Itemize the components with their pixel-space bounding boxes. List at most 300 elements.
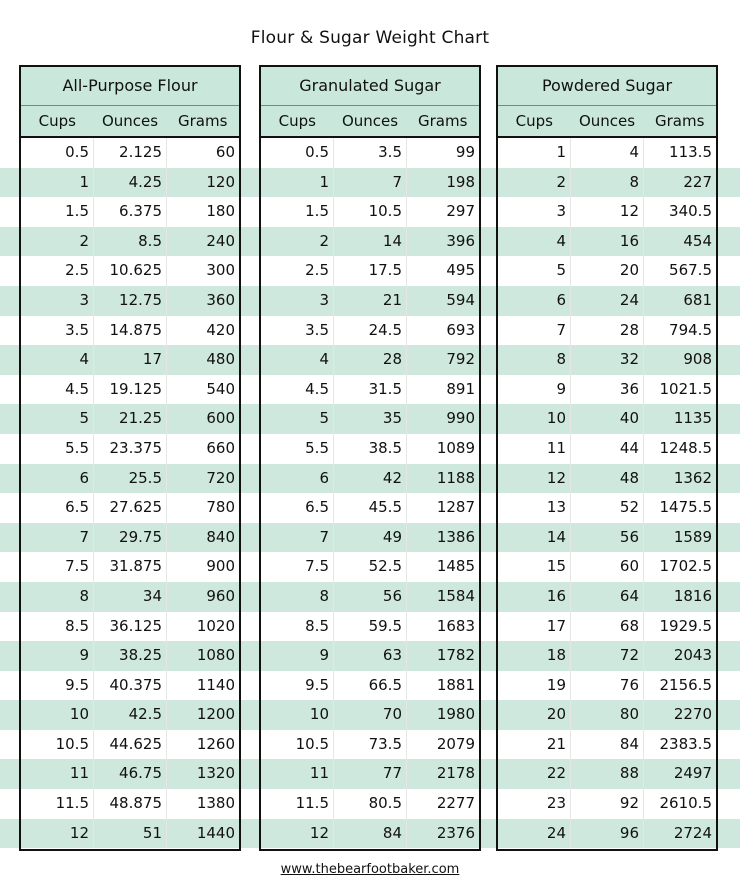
cell-grams: 1980 xyxy=(436,705,475,724)
cell-ounces: 38.25 xyxy=(94,641,167,671)
cell-grams: 540 xyxy=(206,379,235,398)
cell-grams: 1260 xyxy=(196,734,235,753)
table-header xyxy=(261,67,479,138)
cell-grams: 600 xyxy=(206,409,235,428)
cell-grams: 240 xyxy=(206,231,235,250)
cell-ounces: 56 xyxy=(334,582,407,612)
table-row xyxy=(21,434,239,464)
cell-cups: 15 xyxy=(498,552,571,582)
cell-cups: 22 xyxy=(498,759,571,789)
cell-cups: 2.5 xyxy=(261,256,334,286)
cell-cups: 13 xyxy=(498,493,571,523)
table-powdered-sugar xyxy=(496,65,718,851)
cell-cups: 21 xyxy=(498,730,571,760)
cell-ounces: 84 xyxy=(571,730,644,760)
cell-cups: 12 xyxy=(498,464,571,494)
table-body xyxy=(498,138,716,848)
cell-cups: 5.5 xyxy=(261,434,334,464)
cell-cups: 11.5 xyxy=(21,789,94,819)
cell-cups: 8 xyxy=(21,582,94,612)
table-row xyxy=(498,404,716,434)
column-headers xyxy=(21,106,239,137)
cell-ounces: 28 xyxy=(571,316,644,346)
column-headers xyxy=(498,106,716,137)
table-row xyxy=(21,641,239,671)
cell-ounces: 21 xyxy=(334,286,407,316)
cell-grams: 454 xyxy=(683,231,712,250)
cell-ounces: 44.625 xyxy=(94,730,167,760)
cell-cups: 6 xyxy=(21,464,94,494)
cell-cups: 12 xyxy=(21,819,94,849)
cell-grams: 1140 xyxy=(196,675,235,694)
cell-cups: 9.5 xyxy=(261,671,334,701)
table-row xyxy=(498,345,716,375)
cell-ounces: 40 xyxy=(571,404,644,434)
cell-cups: 11.5 xyxy=(261,789,334,819)
cell-ounces: 17.5 xyxy=(334,256,407,286)
cell-ounces: 24 xyxy=(571,286,644,316)
cell-grams: 113.5 xyxy=(669,143,712,161)
column-header-ounces: Ounces xyxy=(578,112,636,130)
cell-cups: 2 xyxy=(21,227,94,257)
cell-cups: 7 xyxy=(21,523,94,553)
cell-ounces: 17 xyxy=(94,345,167,375)
cell-grams: 567.5 xyxy=(669,261,712,280)
table-row xyxy=(21,197,239,227)
table-row xyxy=(21,612,239,642)
cell-cups: 7.5 xyxy=(21,552,94,582)
cell-ounces: 3.5 xyxy=(334,138,407,168)
cell-ounces: 2.125 xyxy=(94,138,167,168)
table-row xyxy=(498,256,716,286)
cell-ounces: 64 xyxy=(571,582,644,612)
column-header-grams: Grams xyxy=(177,112,228,130)
table-row xyxy=(498,612,716,642)
table-title: All-Purpose Flour xyxy=(21,67,239,106)
cell-grams: 1135 xyxy=(673,409,712,428)
cell-cups: 10 xyxy=(261,700,334,730)
table-header xyxy=(498,67,716,138)
cell-ounces: 80.5 xyxy=(334,789,407,819)
cell-ounces: 49 xyxy=(334,523,407,553)
table-title: Powdered Sugar xyxy=(498,67,716,106)
cell-ounces: 35 xyxy=(334,404,407,434)
cell-cups: 3.5 xyxy=(261,316,334,346)
cell-grams: 300 xyxy=(206,261,235,280)
cell-grams: 1881 xyxy=(436,675,475,694)
footer xyxy=(0,862,740,877)
column-header-ounces: Ounces xyxy=(101,112,159,130)
cell-grams: 681 xyxy=(683,290,712,309)
cell-grams: 2270 xyxy=(673,705,712,724)
website-link[interactable]: www.thebearfootbaker.com xyxy=(280,862,460,877)
cell-ounces: 10.625 xyxy=(94,256,167,286)
table-row xyxy=(261,641,479,671)
table-row xyxy=(261,286,479,316)
table-row xyxy=(498,168,716,198)
cell-grams: 1440 xyxy=(196,823,235,842)
table-row xyxy=(261,375,479,405)
table-row xyxy=(261,759,479,789)
table-row xyxy=(498,227,716,257)
cell-grams: 396 xyxy=(446,231,475,250)
table-row xyxy=(21,819,239,849)
table-row xyxy=(21,582,239,612)
table-row xyxy=(498,434,716,464)
cell-grams: 990 xyxy=(446,409,475,428)
cell-ounces: 27.625 xyxy=(94,493,167,523)
cell-grams: 360 xyxy=(206,290,235,309)
cell-ounces: 72 xyxy=(571,641,644,671)
table-row xyxy=(261,464,479,494)
cell-cups: 17 xyxy=(498,612,571,642)
table-row xyxy=(261,700,479,730)
table-body xyxy=(21,138,239,848)
table-row xyxy=(261,730,479,760)
cell-cups: 7.5 xyxy=(261,552,334,582)
cell-grams: 340.5 xyxy=(669,202,712,221)
cell-ounces: 84 xyxy=(334,819,407,849)
cell-grams: 227 xyxy=(683,172,712,191)
cell-cups: 10 xyxy=(21,700,94,730)
cell-cups: 10 xyxy=(498,404,571,434)
table-row xyxy=(21,404,239,434)
cell-cups: 8.5 xyxy=(21,612,94,642)
cell-ounces: 52.5 xyxy=(334,552,407,582)
cell-grams: 1475.5 xyxy=(659,498,712,517)
cell-grams: 1021.5 xyxy=(659,379,712,398)
cell-cups: 2 xyxy=(261,227,334,257)
cell-cups: 14 xyxy=(498,523,571,553)
cell-ounces: 73.5 xyxy=(334,730,407,760)
table-row xyxy=(261,316,479,346)
column-header-grams: Grams xyxy=(654,112,705,130)
table-row xyxy=(498,819,716,849)
cell-ounces: 8.5 xyxy=(94,227,167,257)
cell-cups: 4 xyxy=(261,345,334,375)
table-row xyxy=(21,523,239,553)
cell-ounces: 92 xyxy=(571,789,644,819)
cell-cups: 18 xyxy=(498,641,571,671)
cell-grams: 60 xyxy=(215,143,235,161)
cell-grams: 297 xyxy=(446,202,475,221)
table-row xyxy=(498,197,716,227)
cell-cups: 16 xyxy=(498,582,571,612)
cell-cups: 3 xyxy=(261,286,334,316)
cell-cups: 5 xyxy=(21,404,94,434)
table-row xyxy=(498,493,716,523)
cell-cups: 20 xyxy=(498,700,571,730)
column-header-cups: Cups xyxy=(515,112,553,130)
column-header-cups: Cups xyxy=(38,112,76,130)
cell-grams: 1929.5 xyxy=(659,616,712,635)
cell-grams: 1816 xyxy=(673,586,712,605)
cell-cups: 8.5 xyxy=(261,612,334,642)
table-row xyxy=(261,671,479,701)
cell-grams: 2724 xyxy=(673,823,712,842)
table-row xyxy=(261,404,479,434)
cell-ounces: 48 xyxy=(571,464,644,494)
column-header-ounces: Ounces xyxy=(341,112,399,130)
cell-ounces: 6.375 xyxy=(94,197,167,227)
table-row xyxy=(261,197,479,227)
table-row xyxy=(261,789,479,819)
cell-grams: 891 xyxy=(446,379,475,398)
cell-grams: 1380 xyxy=(196,794,235,813)
cell-cups: 3.5 xyxy=(21,316,94,346)
cell-cups: 4.5 xyxy=(261,375,334,405)
table-row xyxy=(21,700,239,730)
cell-ounces: 63 xyxy=(334,641,407,671)
cell-grams: 1386 xyxy=(436,527,475,546)
table-row xyxy=(21,464,239,494)
cell-ounces: 36.125 xyxy=(94,612,167,642)
cell-cups: 7 xyxy=(261,523,334,553)
cell-ounces: 19.125 xyxy=(94,375,167,405)
table-row xyxy=(21,375,239,405)
cell-cups: 5.5 xyxy=(21,434,94,464)
table-row xyxy=(498,730,716,760)
cell-grams: 840 xyxy=(206,527,235,546)
cell-grams: 1287 xyxy=(436,498,475,517)
column-header-cups: Cups xyxy=(278,112,316,130)
cell-ounces: 7 xyxy=(334,168,407,198)
cell-grams: 1188 xyxy=(436,468,475,487)
cell-ounces: 23.375 xyxy=(94,434,167,464)
cell-cups: 6.5 xyxy=(21,493,94,523)
cell-grams: 2610.5 xyxy=(659,794,712,813)
table-row xyxy=(21,316,239,346)
cell-grams: 495 xyxy=(446,261,475,280)
table-row xyxy=(261,819,479,849)
cell-grams: 1485 xyxy=(436,557,475,576)
table-row xyxy=(498,789,716,819)
cell-cups: 1 xyxy=(261,168,334,198)
cell-cups: 5 xyxy=(261,404,334,434)
table-row xyxy=(261,138,479,168)
table-row xyxy=(21,671,239,701)
table-row xyxy=(498,316,716,346)
cell-ounces: 24.5 xyxy=(334,316,407,346)
table-row xyxy=(498,138,716,168)
cell-cups: 8 xyxy=(498,345,571,375)
cell-cups: 1 xyxy=(498,138,571,168)
cell-grams: 420 xyxy=(206,320,235,339)
cell-cups: 7 xyxy=(498,316,571,346)
cell-cups: 1 xyxy=(21,168,94,198)
table-body xyxy=(261,138,479,848)
cell-ounces: 60 xyxy=(571,552,644,582)
table-row xyxy=(21,552,239,582)
column-header-grams: Grams xyxy=(417,112,468,130)
cell-cups: 23 xyxy=(498,789,571,819)
cell-cups: 19 xyxy=(498,671,571,701)
cell-ounces: 21.25 xyxy=(94,404,167,434)
table-header xyxy=(21,67,239,138)
cell-cups: 9 xyxy=(498,375,571,405)
cell-grams: 99 xyxy=(455,143,475,161)
table-row xyxy=(261,227,479,257)
cell-grams: 2079 xyxy=(436,734,475,753)
cell-ounces: 88 xyxy=(571,759,644,789)
cell-grams: 780 xyxy=(206,498,235,517)
table-row xyxy=(261,256,479,286)
cell-grams: 2376 xyxy=(436,823,475,842)
cell-ounces: 4 xyxy=(571,138,644,168)
cell-ounces: 76 xyxy=(571,671,644,701)
cell-cups: 6 xyxy=(498,286,571,316)
cell-cups: 6 xyxy=(261,464,334,494)
cell-cups: 5 xyxy=(498,256,571,286)
cell-ounces: 4.25 xyxy=(94,168,167,198)
cell-ounces: 68 xyxy=(571,612,644,642)
cell-grams: 1320 xyxy=(196,764,235,783)
table-row xyxy=(498,464,716,494)
cell-grams: 794.5 xyxy=(669,320,712,339)
cell-ounces: 59.5 xyxy=(334,612,407,642)
cell-ounces: 14 xyxy=(334,227,407,257)
cell-cups: 1.5 xyxy=(261,197,334,227)
cell-ounces: 45.5 xyxy=(334,493,407,523)
table-row xyxy=(261,523,479,553)
table-row xyxy=(21,138,239,168)
table-row xyxy=(498,641,716,671)
cell-grams: 792 xyxy=(446,350,475,369)
cell-grams: 900 xyxy=(206,557,235,576)
table-row xyxy=(498,671,716,701)
cell-grams: 1362 xyxy=(673,468,712,487)
table-row xyxy=(261,434,479,464)
cell-grams: 2043 xyxy=(673,646,712,665)
table-row xyxy=(261,493,479,523)
table-row xyxy=(498,523,716,553)
cell-cups: 9.5 xyxy=(21,671,94,701)
table-row xyxy=(498,375,716,405)
table-row xyxy=(498,582,716,612)
cell-ounces: 8 xyxy=(571,168,644,198)
cell-grams: 1089 xyxy=(436,438,475,457)
cell-ounces: 20 xyxy=(571,256,644,286)
cell-cups: 4.5 xyxy=(21,375,94,405)
table-all-purpose-flour xyxy=(19,65,241,851)
cell-cups: 3 xyxy=(498,197,571,227)
cell-ounces: 28 xyxy=(334,345,407,375)
cell-grams: 1080 xyxy=(196,646,235,665)
cell-grams: 2156.5 xyxy=(659,675,712,694)
table-row xyxy=(498,286,716,316)
cell-cups: 1.5 xyxy=(21,197,94,227)
cell-cups: 11 xyxy=(498,434,571,464)
cell-cups: 4 xyxy=(21,345,94,375)
cell-cups: 4 xyxy=(498,227,571,257)
table-row xyxy=(261,345,479,375)
cell-ounces: 56 xyxy=(571,523,644,553)
cell-ounces: 66.5 xyxy=(334,671,407,701)
table-row xyxy=(261,612,479,642)
cell-grams: 1589 xyxy=(673,527,712,546)
cell-ounces: 12.75 xyxy=(94,286,167,316)
cell-cups: 9 xyxy=(21,641,94,671)
table-row xyxy=(21,345,239,375)
cell-cups: 2 xyxy=(498,168,571,198)
cell-ounces: 29.75 xyxy=(94,523,167,553)
cell-ounces: 48.875 xyxy=(94,789,167,819)
table-row xyxy=(261,552,479,582)
cell-cups: 8 xyxy=(261,582,334,612)
cell-ounces: 70 xyxy=(334,700,407,730)
cell-ounces: 14.875 xyxy=(94,316,167,346)
cell-grams: 198 xyxy=(446,172,475,191)
cell-ounces: 31.5 xyxy=(334,375,407,405)
cell-grams: 720 xyxy=(206,468,235,487)
cell-grams: 1020 xyxy=(196,616,235,635)
table-row xyxy=(21,789,239,819)
cell-grams: 180 xyxy=(206,202,235,221)
table-granulated-sugar xyxy=(259,65,481,851)
cell-ounces: 46.75 xyxy=(94,759,167,789)
cell-ounces: 10.5 xyxy=(334,197,407,227)
table-row xyxy=(21,493,239,523)
cell-grams: 2497 xyxy=(673,764,712,783)
cell-grams: 2178 xyxy=(436,764,475,783)
cell-grams: 960 xyxy=(206,586,235,605)
cell-ounces: 42.5 xyxy=(94,700,167,730)
cell-grams: 480 xyxy=(206,350,235,369)
cell-ounces: 44 xyxy=(571,434,644,464)
cell-ounces: 34 xyxy=(94,582,167,612)
cell-cups: 3 xyxy=(21,286,94,316)
cell-cups: 12 xyxy=(261,819,334,849)
column-headers xyxy=(261,106,479,137)
cell-grams: 693 xyxy=(446,320,475,339)
cell-ounces: 96 xyxy=(571,819,644,849)
cell-grams: 594 xyxy=(446,290,475,309)
table-row xyxy=(498,759,716,789)
table-row xyxy=(21,168,239,198)
cell-grams: 1248.5 xyxy=(659,438,712,457)
cell-cups: 10.5 xyxy=(21,730,94,760)
cell-cups: 10.5 xyxy=(261,730,334,760)
cell-cups: 2.5 xyxy=(21,256,94,286)
table-row xyxy=(21,227,239,257)
cell-ounces: 40.375 xyxy=(94,671,167,701)
table-row xyxy=(498,552,716,582)
cell-ounces: 32 xyxy=(571,345,644,375)
cell-grams: 1200 xyxy=(196,705,235,724)
cell-ounces: 77 xyxy=(334,759,407,789)
cell-ounces: 12 xyxy=(571,197,644,227)
cell-grams: 660 xyxy=(206,438,235,457)
cell-ounces: 42 xyxy=(334,464,407,494)
cell-cups: 11 xyxy=(21,759,94,789)
cell-grams: 1702.5 xyxy=(659,557,712,576)
table-row xyxy=(21,759,239,789)
cell-cups: 0.5 xyxy=(261,138,334,168)
cell-cups: 0.5 xyxy=(21,138,94,168)
page-title: Flour & Sugar Weight Chart xyxy=(250,28,490,48)
cell-cups: 11 xyxy=(261,759,334,789)
cell-grams: 2277 xyxy=(436,794,475,813)
cell-ounces: 31.875 xyxy=(94,552,167,582)
cell-ounces: 80 xyxy=(571,700,644,730)
cell-ounces: 16 xyxy=(571,227,644,257)
cell-grams: 1782 xyxy=(436,646,475,665)
cell-ounces: 51 xyxy=(94,819,167,849)
table-row xyxy=(261,582,479,612)
table-row xyxy=(21,256,239,286)
table-row xyxy=(21,286,239,316)
cell-grams: 1584 xyxy=(436,586,475,605)
